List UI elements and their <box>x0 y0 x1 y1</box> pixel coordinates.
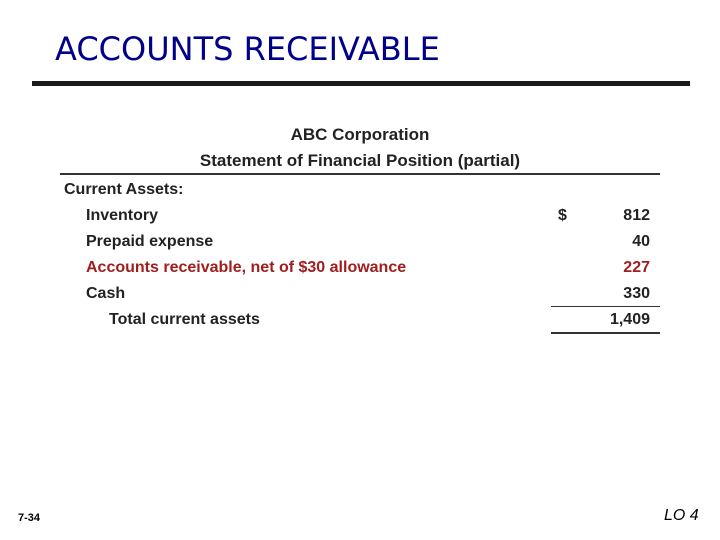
line-label-cash: Cash <box>86 285 126 302</box>
total-amount: 1,409 <box>609 311 650 328</box>
page-number: 7-34 <box>18 512 41 524</box>
learning-objective: LO 4 <box>664 507 699 524</box>
total-rule <box>551 332 660 334</box>
line-amount-inventory: 812 <box>623 207 650 224</box>
header-divider <box>60 173 660 175</box>
line-label-inventory: Inventory <box>86 207 159 224</box>
line-label-receivable: Accounts receivable, net of $30 allowance <box>86 259 407 276</box>
line-amount-receivable: 227 <box>623 259 650 276</box>
line-label-prepaid: Prepaid expense <box>86 233 214 250</box>
section-heading: Current Assets: <box>64 181 184 198</box>
slide-title: ACCOUNTS RECEIVABLE <box>55 30 440 68</box>
line-amount-prepaid: 40 <box>632 233 650 250</box>
line-amount-cash: 330 <box>623 285 650 302</box>
title-divider <box>32 81 690 86</box>
company-name: ABC Corporation <box>290 125 430 144</box>
currency-symbol: $ <box>558 207 567 224</box>
subtotal-rule <box>551 306 660 307</box>
statement-title: Statement of Financial Position (partial) <box>199 151 521 170</box>
total-label: Total current assets <box>109 311 260 328</box>
